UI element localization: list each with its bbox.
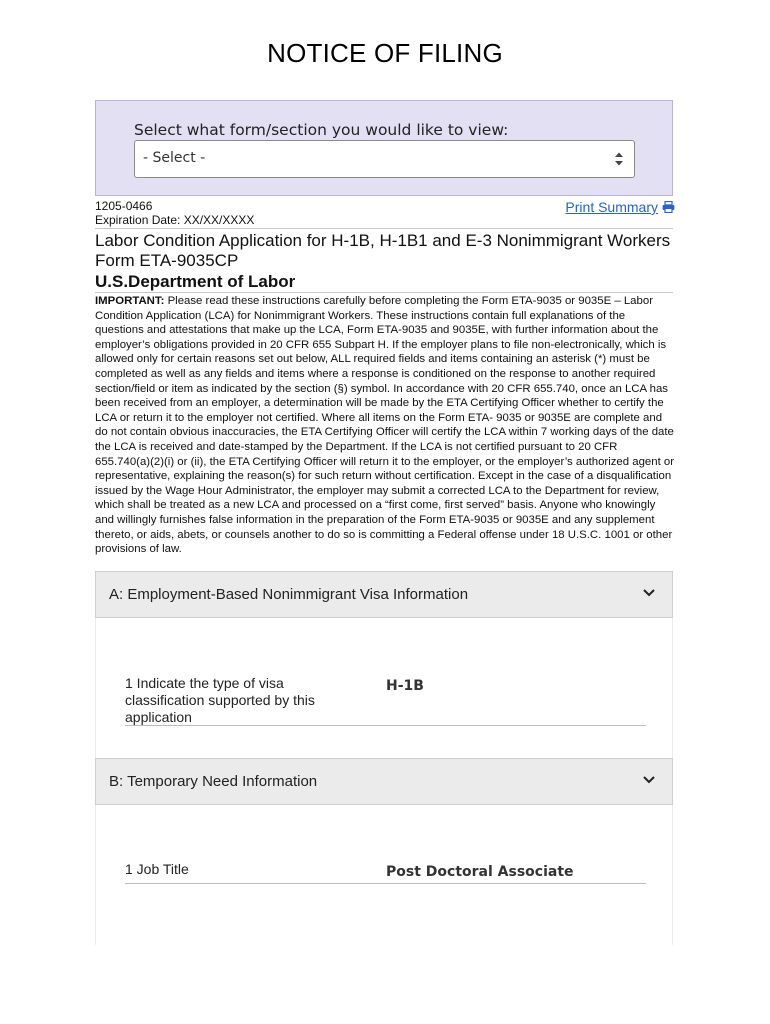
divider	[95, 228, 673, 229]
field-underline	[125, 725, 646, 726]
instructions-body: Please read these instructions carefully before completing the Form ETA-9035 or 9035E – Labor Condition Application (LCA) for Nonimmigrant Workers. These instructions contain full explanations of the questions and attestations that make up the LCA, Form ETA-9035 and 9035E, with further information about the employer’s obligations provided in 20 CFR 655 Subpart H. If the employer plans to file non-electronically, which is allowed only for certain reasons set out below, ALL required fields and items containing an asterisk (*) must be completed as well as any fields and items where a response is conditioned on the response to another required section/field or item as indicated by the section (§) symbol. In accordance with 20 CFR 655.740, once an LCA has been received from an employer, a determination will be made by the ETA Certifying Officer whether to certify the LCA or return it to the employer not certified. Where all items on the Form ETA- 9035 or 9035E are complete and do not contain obvious inaccuracies, the ETA Certifying Officer will certify the LCA within 7 working days of the date the LCA is received and date-stamped by the Department. If the LCA is not certified pursuant to 20 CFR 655.740(a)(2)(i) or (ii), the ETA Certifying Officer will return it to the employer, or the employer’s authorized agent or representative, explaining the reason(s) for such return without certification. Except in the case of a disqualification issued by the Wage Hour Administrator, the employer may submit a corrected LCA to the Department for review, which shall be treated as a new LCA and processed on a “first come, first served” basis. Anyone who knowingly and willingly furnishes false information in the preparation of the Form ETA-9035 or 9035E and any supplement thereto, or aids, abets, or counsels another to do so is committing a Federal offense under 18 U.S.C. 1001 or other provisions of law.	[95, 295, 675, 556]
form-section-select[interactable]	[134, 140, 635, 178]
field-underline	[125, 883, 646, 884]
section-a-accordion[interactable]	[95, 571, 673, 618]
print-summary-link[interactable]	[565, 199, 675, 215]
omb-number: 1205-0466	[95, 199, 153, 213]
expiration-date: Expiration Date: XX/XX/XXXX	[95, 213, 255, 227]
select-arrows-icon	[614, 151, 624, 167]
form-selector-label: Select what form/section you would like to view:	[134, 121, 509, 139]
printer-icon	[662, 201, 675, 213]
chevron-down-icon	[642, 775, 656, 785]
job-title-label: 1 Job Title	[125, 861, 189, 877]
chevron-down-icon	[642, 588, 656, 598]
section-b-accordion[interactable]	[95, 758, 673, 805]
instructions-lead: IMPORTANT:	[95, 295, 165, 307]
print-summary-label: Print Summary	[565, 199, 658, 215]
job-title-value: Post Doctoral Associate	[386, 864, 574, 880]
instructions-text	[95, 294, 675, 557]
page-title: NOTICE OF FILING	[267, 38, 503, 68]
section-a-title: A: Employment-Based Nonimmigrant Visa Information	[109, 586, 469, 603]
visa-classification-label: 1 Indicate the type of visa classification supported by this application	[125, 675, 315, 725]
form-number: Form ETA-9035CP	[95, 251, 239, 270]
form-selector-panel	[95, 100, 673, 196]
section-a-body	[95, 618, 673, 758]
section-b-title: B: Temporary Need Information	[109, 773, 318, 790]
divider	[95, 292, 673, 293]
form-section-select-value: - Select -	[143, 150, 206, 166]
visa-classification-value: H-1B	[386, 678, 424, 694]
section-b-body	[95, 805, 673, 945]
department-name: U.S.Department of Labor	[95, 272, 296, 291]
form-heading: Labor Condition Application for H-1B, H-1B1 and E-3 Nonimmigrant Workers	[95, 231, 671, 250]
